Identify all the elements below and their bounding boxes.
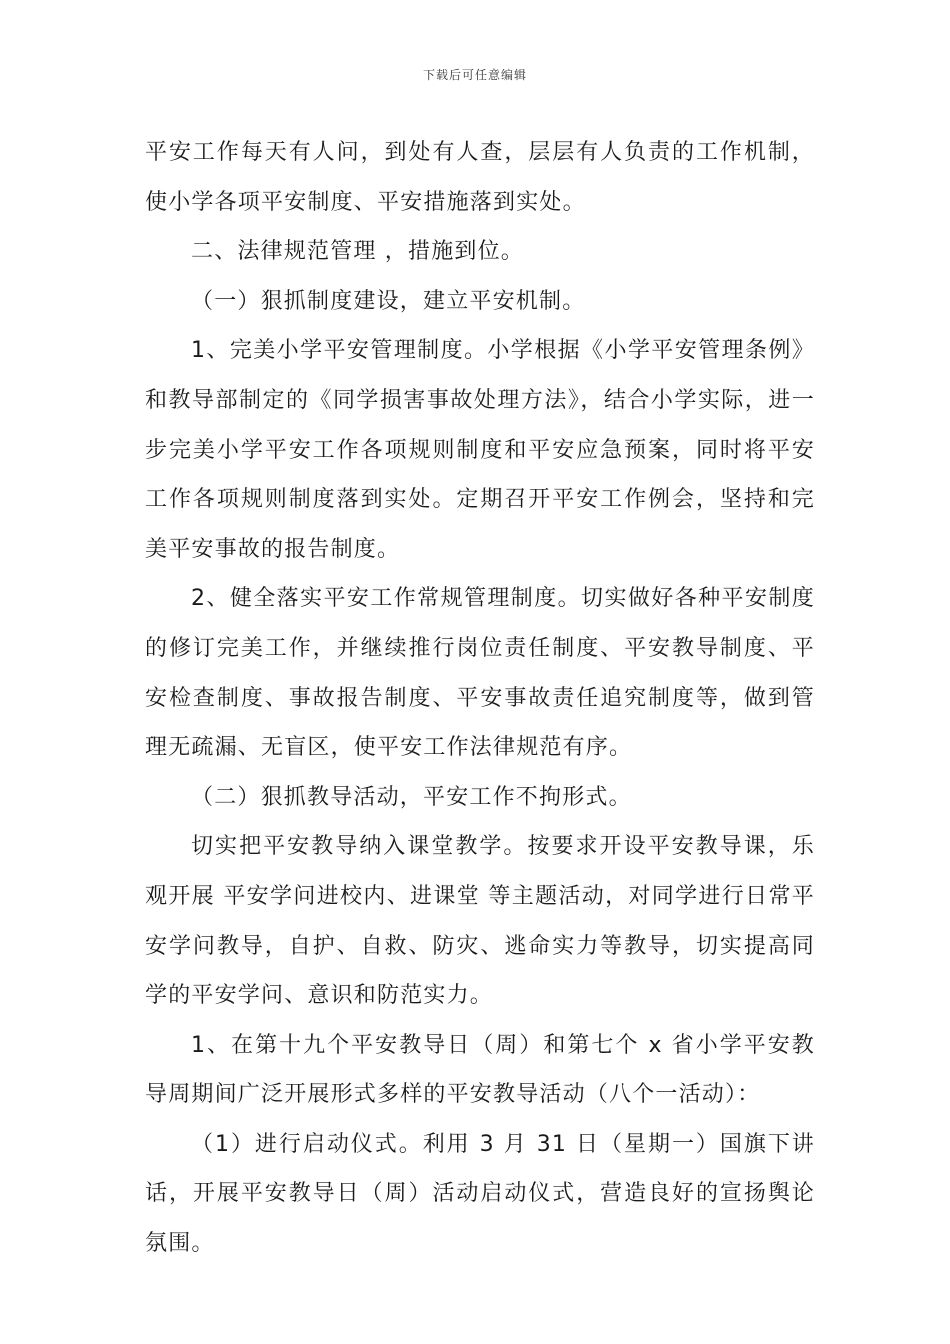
document-body — [145, 128, 815, 1269]
paragraph-item-2: 2、健全落实平安工作常规管理制度。切实做好各种平安制度的修订完美工作，并继续推行岗位责任制度、平安教导制度、平安检查制度、事故报告制度、平安事故责任追究制度等，做到管理无疏漏、无盲区，使平安工作法律规范有序。 — [145, 586, 815, 761]
paragraph-launch-ceremony: （1）进行启动仪式。利用 3 月 31 日（星期一）国旗下讲话，开展平安教导日（周）活动启动仪式，营造良好的宣扬舆论氛围。 — [145, 1131, 815, 1257]
page-header: 下载后可任意编辑 — [422, 68, 527, 82]
section-heading-2: 二、法律规范管理 ，措施到位。 — [191, 239, 524, 265]
paragraph-classroom-education: 切实把平安教导纳入课堂教学。按要求开设平安教导课，乐观开展 平安学问进校内、进课堂 等主题活动，对同学进行日常平安学问教导，自护、自救、防灾、逃命实力等教导，切实提高同学的平安学问、意识和防范实力。 — [145, 834, 815, 1009]
subsection-heading-1: （一）狠抓制度建设，建立平安机制。 — [191, 288, 586, 314]
paragraph-continuation: 平安工作每天有人问，到处有人查，层层有人负责的工作机制，使小学各项平安制度、平安措施落到实处。 — [145, 140, 815, 215]
paragraph-safety-week: 1、在第十九个平安教导日（周）和第七个 x 省小学平安教导周期间广泛开展形式多样的平安教导活动（八个一活动）： — [145, 1032, 815, 1108]
paragraph-item-1: 1、完美小学平安管理制度。小学根据《小学平安管理条例》和教导部制定的《同学损害事故处理方法》，结合小学实际，进一步完美小学平安工作各项规则制度和平安应急预案，同时将平安工作各项规则制度落到实处。定期召开平安工作例会，坚持和完美平安事故的报告制度。 — [145, 338, 815, 562]
subsection-heading-2: （二）狠抓教导活动，平安工作不拘形式。 — [191, 784, 632, 810]
